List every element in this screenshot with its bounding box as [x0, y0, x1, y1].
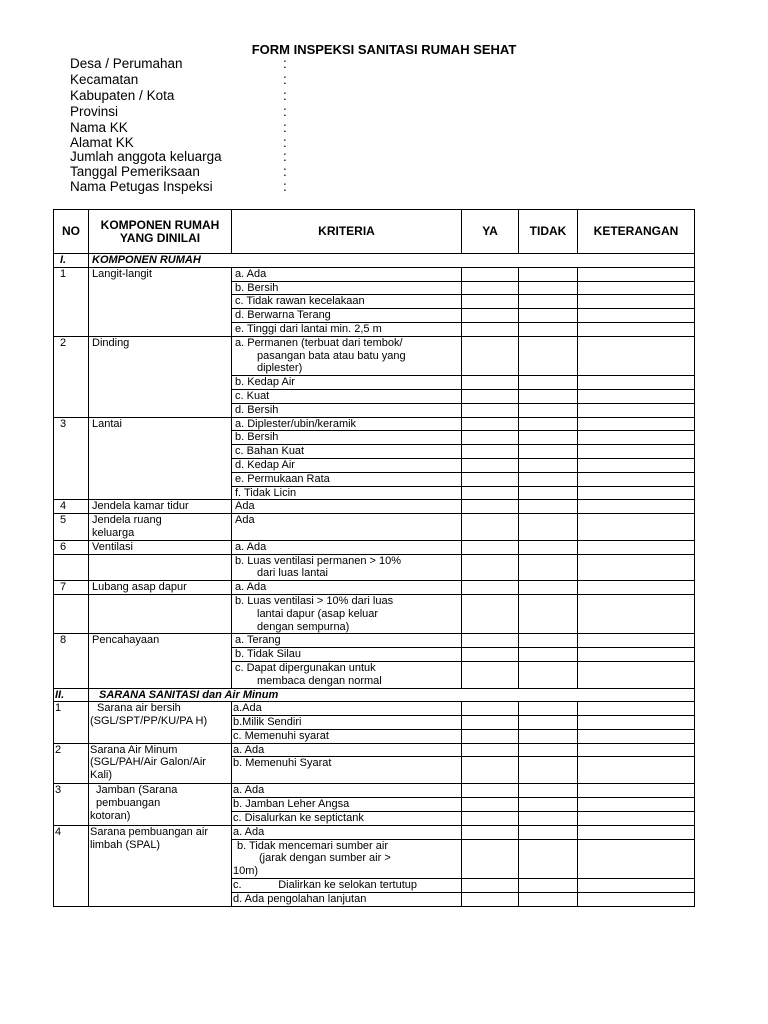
header-komponen: KOMPONEN RUMAH YANG DINILAI — [89, 210, 232, 254]
tidak-cell[interactable] — [519, 825, 578, 839]
tidak-cell[interactable] — [519, 540, 578, 554]
tidak-cell[interactable] — [519, 389, 578, 403]
criterion: a. Ada — [232, 540, 462, 554]
criterion: a. Ada — [232, 267, 462, 281]
criterion: Ada — [232, 514, 462, 541]
ya-cell[interactable] — [462, 376, 519, 390]
info-row — [70, 88, 287, 104]
info-row — [70, 56, 287, 72]
tidak-cell[interactable] — [519, 798, 578, 812]
row-no: 6 — [54, 540, 89, 554]
component-name — [89, 743, 232, 784]
row-no-empty — [54, 554, 89, 581]
component-name-line: (SGL/PAH/Air Galon/Air — [90, 756, 206, 769]
ya-cell[interactable] — [462, 648, 519, 662]
tidak-cell[interactable] — [519, 431, 578, 445]
table-row — [54, 784, 695, 798]
criterion: a. Diplester/ubin/keramik — [232, 417, 462, 431]
table-row — [54, 336, 695, 375]
info-label: Kecamatan — [70, 72, 139, 87]
info-colon: : — [283, 104, 287, 119]
ya-cell[interactable] — [462, 581, 519, 595]
component-name: Jendela kamar tidur — [89, 500, 232, 514]
tidak-cell[interactable] — [519, 514, 578, 541]
tidak-cell[interactable] — [519, 458, 578, 472]
keterangan-cell[interactable] — [578, 729, 695, 743]
info-label: Alamat KK — [70, 135, 134, 150]
ya-cell[interactable] — [462, 295, 519, 309]
criterion-line: lantai dapur (asap keluar — [257, 607, 379, 620]
criterion: c. Dialirkan ke selokan tertutup — [232, 879, 462, 893]
tidak-cell[interactable] — [519, 648, 578, 662]
info-fields — [70, 56, 287, 195]
table-row — [54, 634, 695, 648]
info-colon: : — [283, 56, 287, 71]
tidak-cell[interactable] — [519, 417, 578, 431]
section-title: KOMPONEN RUMAH — [89, 254, 695, 268]
info-colon: : — [283, 72, 287, 87]
ya-cell[interactable] — [462, 784, 519, 798]
criterion-line: c. Dapat dipergunakan untuk — [235, 661, 376, 674]
tidak-cell[interactable] — [519, 267, 578, 281]
keterangan-cell[interactable] — [578, 514, 695, 541]
table-row — [54, 702, 695, 716]
component-name-line: (SGL/SPT/PP/KU/PA H) — [90, 715, 208, 728]
info-label: Desa / Perumahan — [70, 56, 183, 71]
tidak-cell[interactable] — [519, 336, 578, 375]
keterangan-cell[interactable] — [578, 486, 695, 500]
ya-cell[interactable] — [462, 500, 519, 514]
keterangan-cell[interactable] — [578, 757, 695, 784]
tidak-cell[interactable] — [519, 581, 578, 595]
component-name: Lubang asap dapur — [89, 581, 232, 595]
criterion: d. Ada pengolahan lanjutan — [232, 892, 462, 906]
criterion: e. Tinggi dari lantai min. 2,5 m — [232, 322, 462, 336]
keterangan-cell[interactable] — [578, 295, 695, 309]
table-header-row — [54, 210, 695, 254]
ya-cell[interactable] — [462, 892, 519, 906]
keterangan-cell[interactable] — [578, 267, 695, 281]
section-row — [54, 688, 695, 702]
ya-cell[interactable] — [462, 757, 519, 784]
criterion: c. Memenuhi syarat — [232, 729, 462, 743]
table-row — [54, 554, 695, 581]
info-label: Nama KK — [70, 120, 128, 135]
criterion — [232, 336, 462, 375]
tidak-cell[interactable] — [519, 309, 578, 323]
criterion-line: diplester) — [257, 362, 303, 375]
info-row — [70, 104, 287, 120]
criterion: e. Permukaan Rata — [232, 472, 462, 486]
component-name-line: Kali) — [90, 769, 113, 782]
criterion — [232, 839, 462, 878]
tidak-cell[interactable] — [519, 716, 578, 730]
row-no: 2 — [54, 336, 89, 417]
row-no-empty — [54, 594, 89, 633]
info-row — [70, 164, 287, 179]
info-colon: : — [283, 149, 287, 164]
row-no: 7 — [54, 581, 89, 595]
row-no: 4 — [54, 825, 89, 906]
ya-cell[interactable] — [462, 431, 519, 445]
section-title: SARANA SANITASI dan Air Minum — [89, 688, 695, 702]
keterangan-cell[interactable] — [578, 634, 695, 648]
header-keterangan: KETERANGAN — [578, 210, 695, 254]
ya-cell[interactable] — [462, 472, 519, 486]
ya-cell[interactable] — [462, 716, 519, 730]
keterangan-cell[interactable] — [578, 812, 695, 826]
criterion: d. Berwarna Terang — [232, 309, 462, 323]
tidak-cell[interactable] — [519, 445, 578, 459]
keterangan-cell[interactable] — [578, 554, 695, 581]
section-no: I. — [54, 254, 89, 268]
keterangan-cell[interactable] — [578, 403, 695, 417]
info-row — [70, 136, 287, 150]
criterion: b. Bersih — [232, 431, 462, 445]
row-no: 1 — [54, 267, 89, 336]
tidak-cell[interactable] — [519, 743, 578, 757]
component-name: Dinding — [89, 336, 232, 417]
info-label: Tanggal Pemeriksaan — [70, 164, 200, 179]
criterion: a. Terang — [232, 634, 462, 648]
ya-cell[interactable] — [462, 445, 519, 459]
keterangan-cell[interactable] — [578, 581, 695, 595]
ya-cell[interactable] — [462, 309, 519, 323]
component-name-line: Sarana pembuangan air — [90, 825, 209, 838]
section-row — [54, 254, 695, 268]
tidak-cell[interactable] — [519, 812, 578, 826]
component-name — [89, 825, 232, 906]
ya-cell[interactable] — [462, 839, 519, 878]
info-row — [70, 150, 287, 164]
ya-cell[interactable] — [462, 458, 519, 472]
criterion-line: a. Permanen (terbuat dari tembok/ — [235, 336, 403, 349]
ya-cell[interactable] — [462, 729, 519, 743]
keterangan-cell[interactable] — [578, 784, 695, 798]
keterangan-cell[interactable] — [578, 798, 695, 812]
info-label: Provinsi — [70, 104, 119, 119]
component-name: Lantai — [89, 417, 232, 500]
keterangan-cell[interactable] — [578, 431, 695, 445]
ya-cell[interactable] — [462, 514, 519, 541]
tidak-cell[interactable] — [519, 295, 578, 309]
info-colon: : — [283, 120, 287, 135]
criterion: d. Kedap Air — [232, 458, 462, 472]
keterangan-cell[interactable] — [578, 648, 695, 662]
criterion: a. Ada — [232, 825, 462, 839]
keterangan-cell[interactable] — [578, 281, 695, 295]
component-name — [89, 702, 232, 743]
component-name-line: kotoran) — [90, 810, 131, 823]
criterion-line: dengan sempurna) — [257, 620, 350, 633]
table-row — [54, 417, 695, 431]
tidak-cell[interactable] — [519, 554, 578, 581]
info-colon: : — [283, 135, 287, 150]
ya-cell[interactable] — [462, 267, 519, 281]
criterion: a. Ada — [232, 784, 462, 798]
info-label: Jumlah anggota keluarga — [70, 149, 222, 164]
keterangan-cell[interactable] — [578, 540, 695, 554]
criterion-line: pasangan bata atau batu yang — [257, 349, 406, 362]
info-label: Nama Petugas Inspeksi — [70, 179, 213, 194]
criterion — [232, 554, 462, 581]
criterion: a.Ada — [232, 702, 462, 716]
criterion: c. Kuat — [232, 389, 462, 403]
info-row — [70, 179, 287, 195]
tidak-cell[interactable] — [519, 472, 578, 486]
tidak-cell[interactable] — [519, 661, 578, 688]
ya-cell[interactable] — [462, 798, 519, 812]
keterangan-cell[interactable] — [578, 702, 695, 716]
criterion-line: b. Luas ventilasi > 10% dari luas — [235, 594, 394, 607]
criterion: c. Bahan Kuat — [232, 445, 462, 459]
component-name-empty — [89, 594, 232, 633]
criterion-line: dari luas lantai — [257, 567, 328, 580]
component-name-line: pembuangan — [96, 797, 161, 810]
inspection-table — [53, 209, 695, 907]
tidak-cell[interactable] — [519, 757, 578, 784]
ya-cell[interactable] — [462, 743, 519, 757]
criterion: c. Tidak rawan kecelakaan — [232, 295, 462, 309]
row-no: 4 — [54, 500, 89, 514]
table-row — [54, 743, 695, 757]
keterangan-cell[interactable] — [578, 376, 695, 390]
header-kriteria: KRITERIA — [232, 210, 462, 254]
keterangan-cell[interactable] — [578, 445, 695, 459]
tidak-cell[interactable] — [519, 702, 578, 716]
criterion: a. Ada — [232, 743, 462, 757]
tidak-cell[interactable] — [519, 879, 578, 893]
keterangan-cell[interactable] — [578, 661, 695, 688]
header-ya: YA — [462, 210, 519, 254]
info-row — [70, 72, 287, 88]
tidak-cell[interactable] — [519, 839, 578, 878]
row-no: 8 — [54, 634, 89, 688]
keterangan-cell[interactable] — [578, 472, 695, 486]
keterangan-cell[interactable] — [578, 389, 695, 403]
criterion: c. Disalurkan ke septictank — [232, 812, 462, 826]
criterion: Ada — [232, 500, 462, 514]
info-label: Kabupaten / Kota — [70, 88, 175, 103]
keterangan-cell[interactable] — [578, 743, 695, 757]
ya-cell[interactable] — [462, 634, 519, 648]
row-no: 5 — [54, 514, 89, 541]
tidak-cell[interactable] — [519, 634, 578, 648]
criterion: d. Bersih — [232, 403, 462, 417]
component-name-empty — [89, 554, 232, 581]
criterion-line: b. Tidak mencemari sumber air — [237, 839, 388, 852]
criterion: b. Bersih — [232, 281, 462, 295]
keterangan-cell[interactable] — [578, 500, 695, 514]
keterangan-cell[interactable] — [578, 458, 695, 472]
tidak-cell[interactable] — [519, 486, 578, 500]
ya-cell[interactable] — [462, 812, 519, 826]
row-no: 1 — [54, 702, 89, 743]
criterion: a. Ada — [232, 581, 462, 595]
ya-cell[interactable] — [462, 661, 519, 688]
form-title: FORM INSPEKSI SANITASI RUMAH SEHAT — [251, 42, 517, 57]
keterangan-cell[interactable] — [578, 322, 695, 336]
ya-cell[interactable] — [462, 281, 519, 295]
tidak-cell[interactable] — [519, 322, 578, 336]
criterion: b. Kedap Air — [232, 376, 462, 390]
criterion: b.Milik Sendiri — [232, 716, 462, 730]
tidak-cell[interactable] — [519, 729, 578, 743]
info-colon: : — [283, 88, 287, 103]
criterion-line: membaca dengan normal — [257, 674, 382, 687]
header-no: NO — [54, 210, 89, 254]
component-name — [89, 784, 232, 825]
component-name-line: Sarana air bersih — [97, 702, 181, 715]
tidak-cell[interactable] — [519, 892, 578, 906]
component-name-line: keluarga — [92, 526, 135, 539]
component-name — [89, 514, 232, 541]
component-name-line: Jendela ruang — [92, 514, 162, 527]
component-name-line: limbah (SPAL) — [90, 838, 161, 851]
table-row — [54, 540, 695, 554]
criterion: b. Jamban Leher Angsa — [232, 798, 462, 812]
tidak-cell[interactable] — [519, 784, 578, 798]
criterion: b. Memenuhi Syarat — [232, 757, 462, 784]
ya-cell[interactable] — [462, 825, 519, 839]
ya-cell[interactable] — [462, 336, 519, 375]
keterangan-cell[interactable] — [578, 716, 695, 730]
row-no: 3 — [54, 417, 89, 500]
ya-cell[interactable] — [462, 417, 519, 431]
table-row — [54, 500, 695, 514]
keterangan-cell[interactable] — [578, 892, 695, 906]
keterangan-cell[interactable] — [578, 417, 695, 431]
tidak-cell[interactable] — [519, 281, 578, 295]
component-name: Pencahayaan — [89, 634, 232, 688]
keterangan-cell[interactable] — [578, 879, 695, 893]
section-no: II. — [54, 688, 89, 702]
criterion-line: b. Luas ventilasi permanen > 10% — [235, 554, 402, 567]
row-no: 2 — [54, 743, 89, 784]
tidak-cell[interactable] — [519, 500, 578, 514]
keterangan-cell[interactable] — [578, 839, 695, 878]
keterangan-cell[interactable] — [578, 309, 695, 323]
row-no: 3 — [54, 784, 89, 825]
ya-cell[interactable] — [462, 554, 519, 581]
ya-cell[interactable] — [462, 702, 519, 716]
criterion-line: 10m) — [233, 865, 259, 878]
table-row — [54, 267, 695, 281]
ya-cell[interactable] — [462, 594, 519, 633]
criterion: f. Tidak Licin — [232, 486, 462, 500]
criterion — [232, 594, 462, 633]
table-row — [54, 581, 695, 595]
info-colon: : — [283, 164, 287, 179]
tidak-cell[interactable] — [519, 403, 578, 417]
header-tidak: TIDAK — [519, 210, 578, 254]
component-name-line: Jamban (Sarana — [96, 784, 178, 797]
ya-cell[interactable] — [462, 486, 519, 500]
tidak-cell[interactable] — [519, 594, 578, 633]
info-row — [70, 120, 287, 136]
ya-cell[interactable] — [462, 879, 519, 893]
table-row — [54, 514, 695, 541]
component-name-line: Sarana Air Minum — [90, 743, 178, 756]
keterangan-cell[interactable] — [578, 594, 695, 633]
info-colon: : — [283, 179, 287, 194]
ya-cell[interactable] — [462, 322, 519, 336]
ya-cell[interactable] — [462, 540, 519, 554]
criterion — [232, 661, 462, 688]
ya-cell[interactable] — [462, 403, 519, 417]
ya-cell[interactable] — [462, 389, 519, 403]
keterangan-cell[interactable] — [578, 336, 695, 375]
table-row — [54, 594, 695, 633]
component-name: Ventilasi — [89, 540, 232, 554]
table-row — [54, 825, 695, 839]
criterion-line: (jarak dengan sumber air > — [259, 852, 391, 865]
component-name: Langit-langit — [89, 267, 232, 336]
tidak-cell[interactable] — [519, 376, 578, 390]
keterangan-cell[interactable] — [578, 825, 695, 839]
criterion: b. Tidak Silau — [232, 648, 462, 662]
